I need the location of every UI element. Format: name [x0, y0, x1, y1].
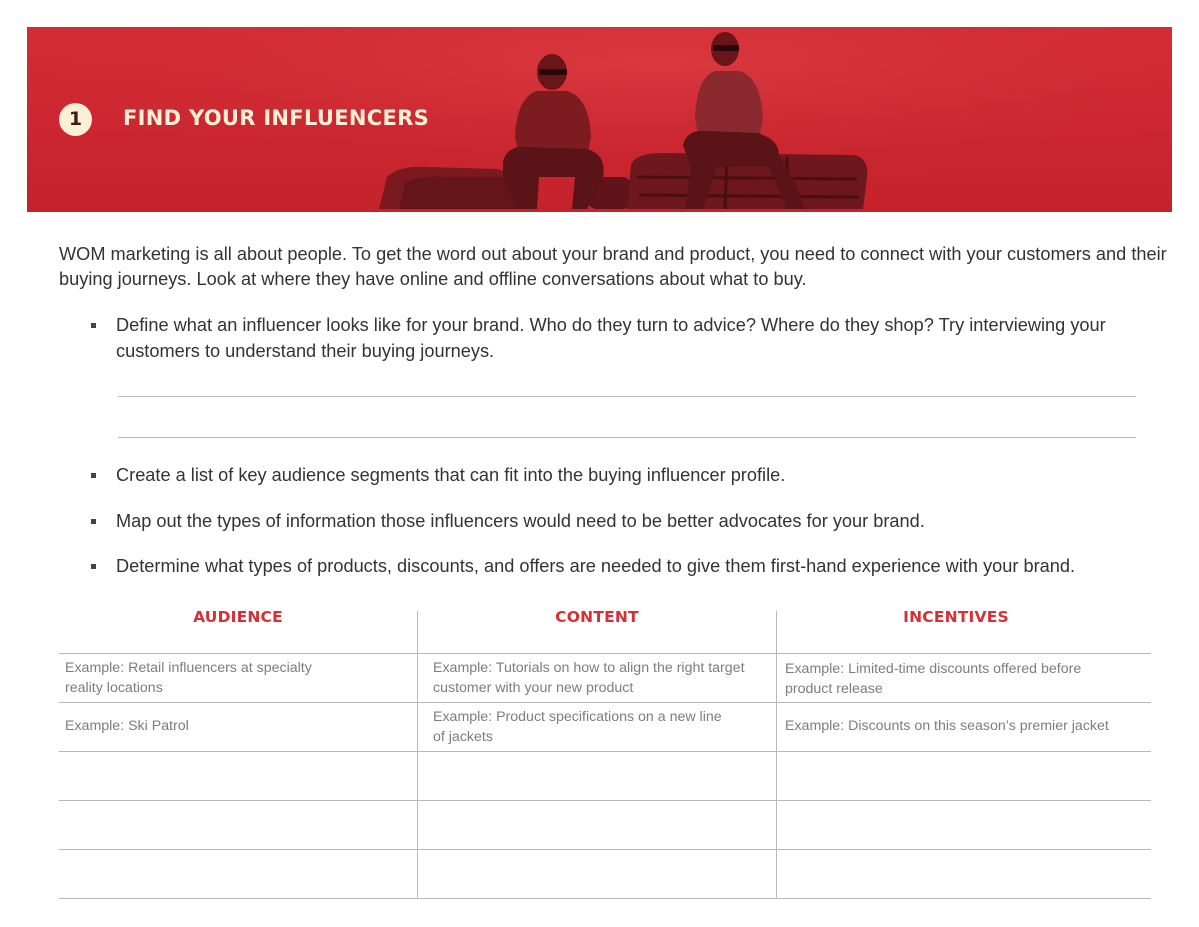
bullet-item: Define what an influencer looks like for your brand. Who do they turn to advice? Where do they shop? Try interviewing your customers to understand their buying journeys.	[116, 312, 1146, 364]
step-number-badge: 1	[59, 103, 92, 136]
column-divider	[417, 611, 418, 898]
row-divider	[59, 653, 1151, 654]
column-header-content: CONTENT	[555, 608, 639, 626]
table-cell-incentives: Example: Discounts on this season’s premier jacket	[785, 718, 1109, 734]
row-divider	[59, 800, 1151, 801]
bullet-item: Map out the types of information those influencers would need to be better advocates for your brand.	[116, 508, 1166, 534]
write-in-line[interactable]	[118, 437, 1136, 438]
table-cell-audience: Example: Retail influencers at specialty reality locations	[65, 660, 312, 696]
bullet-item: Determine what types of products, discounts, and offers are needed to give them first-hand experience with your brand.	[116, 553, 1166, 579]
intro-paragraph: WOM marketing is all about people. To get the word out about your brand and product, you need to connect with your customers and their buying journeys. Look at where they have online and offline conversations about what to buy.	[59, 244, 1167, 289]
section-title: FIND YOUR INFLUENCERS	[123, 106, 430, 130]
row-divider	[59, 751, 1151, 752]
header-banner	[27, 27, 1172, 212]
row-divider	[59, 702, 1151, 703]
table-cell-content: Example: Tutorials on how to align the right target customer with your new product	[433, 660, 745, 696]
row-divider	[59, 898, 1151, 899]
table-cell-incentives: Example: Limited-time discounts offered before product release	[785, 661, 1082, 697]
table-cell-audience: Example: Ski Patrol	[65, 718, 189, 734]
row-divider	[59, 849, 1151, 850]
write-in-line[interactable]	[118, 396, 1136, 397]
column-divider	[776, 611, 777, 898]
column-header-audience: AUDIENCE	[193, 608, 283, 626]
column-header-incentives: INCENTIVES	[903, 608, 1009, 626]
table-cell-content: Example: Product specifications on a new line of jackets	[433, 709, 722, 745]
bullet-item: Create a list of key audience segments that can fit into the buying influencer profile.	[116, 462, 1166, 488]
